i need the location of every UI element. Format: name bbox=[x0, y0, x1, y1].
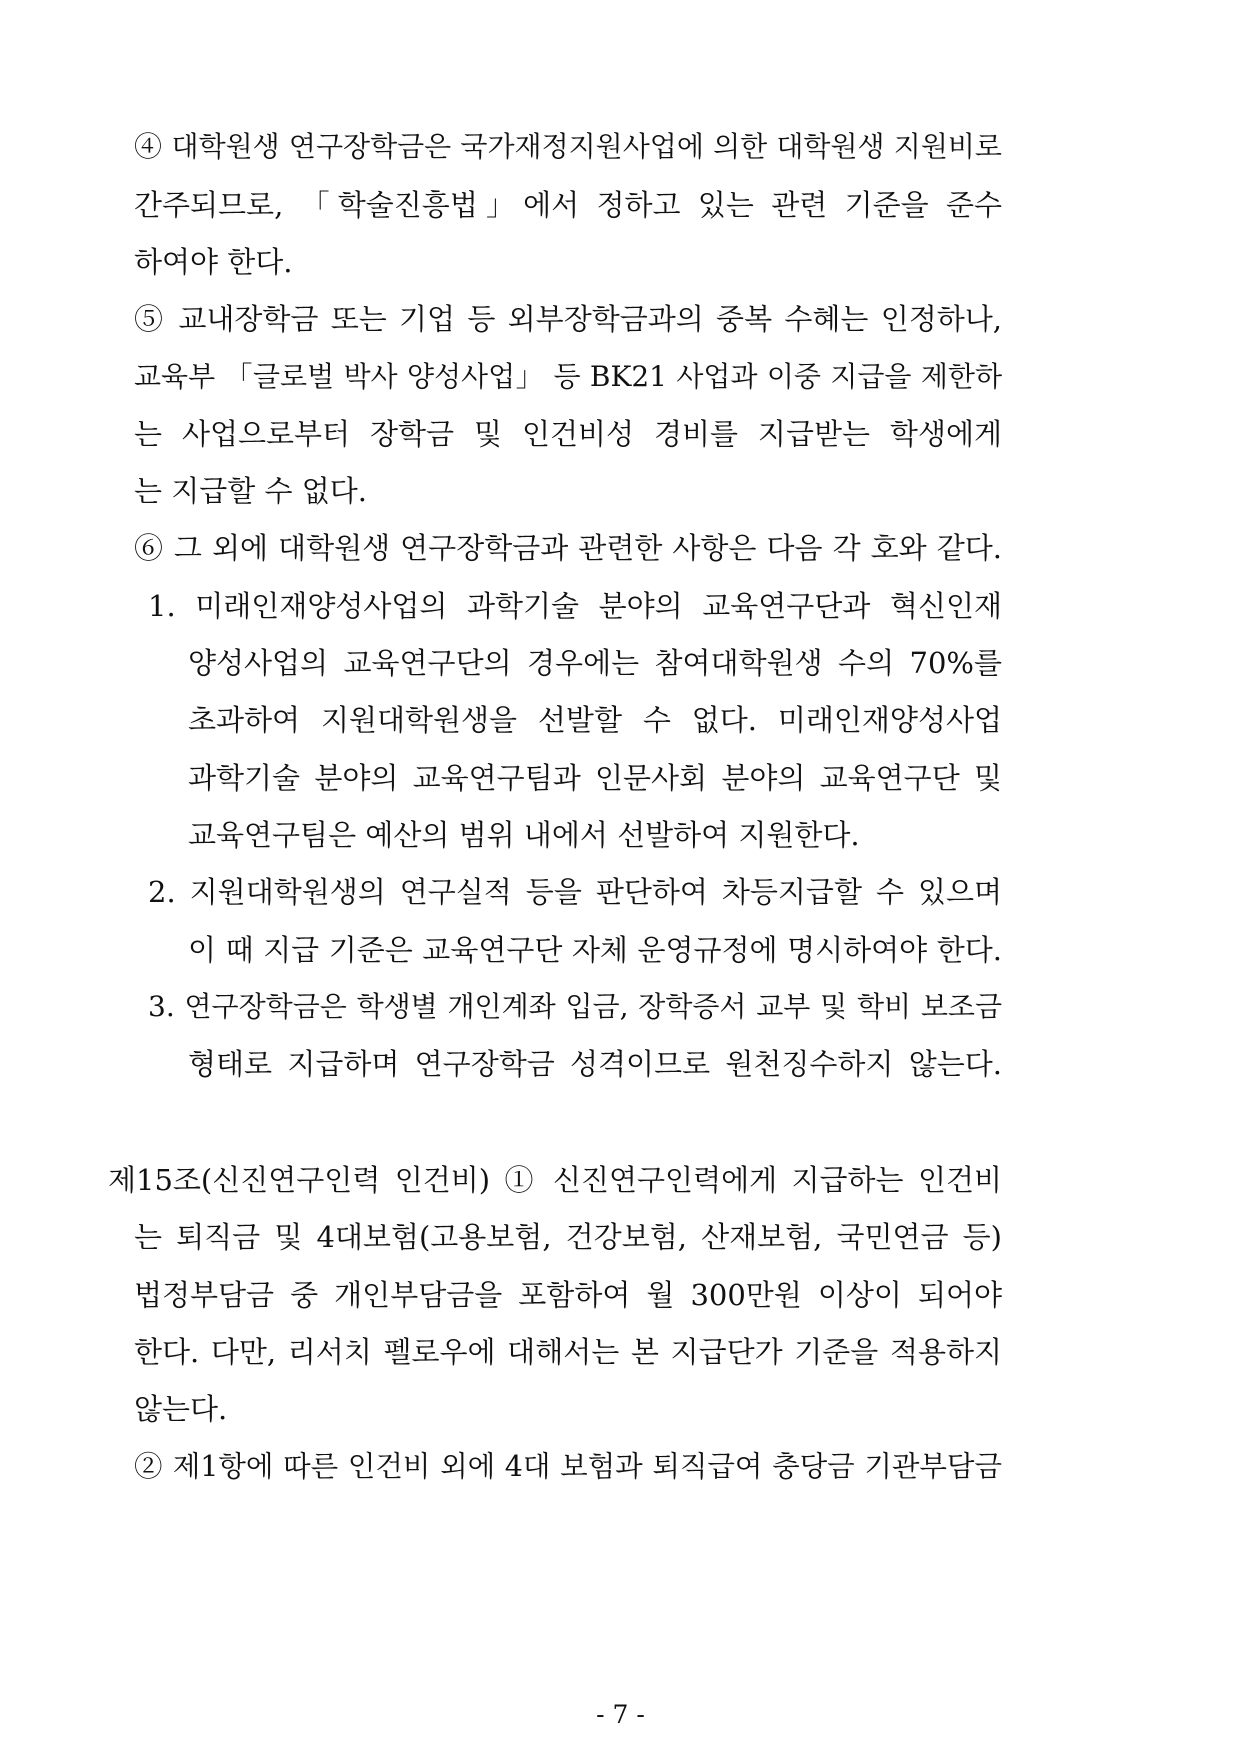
para-4-line-3: 하여야 한다. bbox=[134, 245, 293, 279]
item-1-line-5: 교육연구팀은 예산의 범위 내에서 선발하여 지원한다. bbox=[188, 818, 860, 852]
para-4-line-1: ④ 대학원생 연구장학금은 국가재정지원사업에 의한 대학원생 지원비로 bbox=[134, 130, 1002, 163]
article-15-line-4: 한다. 다만, 리서치 펠로우에 대해서는 본 지급단가 기준을 적용하지 bbox=[134, 1335, 1002, 1369]
article-15-line-5: 않는다. bbox=[134, 1392, 228, 1426]
item-3-line-2: 형태로 지급하며 연구장학금 성격이므로 원천징수하지 않는다. bbox=[188, 1047, 1002, 1081]
para-5-line-3: 는 사업으로부터 장학금 및 인건비성 경비를 지급받는 학생에게 bbox=[134, 417, 1002, 451]
para-4-line-2: 간주되므로, 「학술진흥법」에서 정하고 있는 관련 기준을 준수 bbox=[134, 188, 1002, 222]
item-2-line-2: 이 때 지급 기준은 교육연구단 자체 운영규정에 명시하여야 한다. bbox=[188, 933, 1002, 967]
item-3-line-1: 3. 연구장학금은 학생별 개인계좌 입금, 장학증서 교부 및 학비 보조금 bbox=[148, 990, 1002, 1023]
article-15-line-2: 는 퇴직금 및 4대보험(고용보험, 건강보험, 산재보험, 국민연금 등) bbox=[134, 1220, 1002, 1254]
article-15-line-1: 제15조(신진연구인력 인건비) ① 신진연구인력에게 지급하는 인건비 bbox=[108, 1163, 1002, 1197]
item-1-line-3: 초과하여 지원대학원생을 선발할 수 없다. 미래인재양성사업 bbox=[188, 703, 1002, 737]
article-15-line-3: 법정부담금 중 개인부담금을 포함하여 월 300만원 이상이 되어야 bbox=[134, 1278, 1002, 1312]
article-15-para-2-line-1: ② 제1항에 따른 인건비 외에 4대 보험과 퇴직급여 충당금 기관부담금 bbox=[134, 1450, 1002, 1483]
item-1-line-4: 과학기술 분야의 교육연구팀과 인문사회 분야의 교육연구단 및 bbox=[188, 761, 1002, 795]
para-5-line-2: 교육부 「글로벌 박사 양성사업」 등 BK21 사업과 이중 지급을 제한하 bbox=[134, 360, 1002, 393]
page-number: - 7 - bbox=[596, 1700, 645, 1729]
item-1-line-2: 양성사업의 교육연구단의 경우에는 참여대학원생 수의 70%를 bbox=[188, 646, 1002, 680]
para-6-line-1: ⑥ 그 외에 대학원생 연구장학금과 관련한 사항은 다음 각 호와 같다. bbox=[134, 531, 1002, 565]
para-5-line-4: 는 지급할 수 없다. bbox=[134, 474, 367, 508]
item-1-line-1: 1. 미래인재양성사업의 과학기술 분야의 교육연구단과 혁신인재 bbox=[148, 589, 1002, 623]
item-2-line-1: 2. 지원대학원생의 연구실적 등을 판단하여 차등지급할 수 있으며 bbox=[148, 875, 1002, 909]
para-5-line-1: ⑤ 교내장학금 또는 기업 등 외부장학금과의 중복 수혜는 인정하나, bbox=[134, 302, 1002, 336]
